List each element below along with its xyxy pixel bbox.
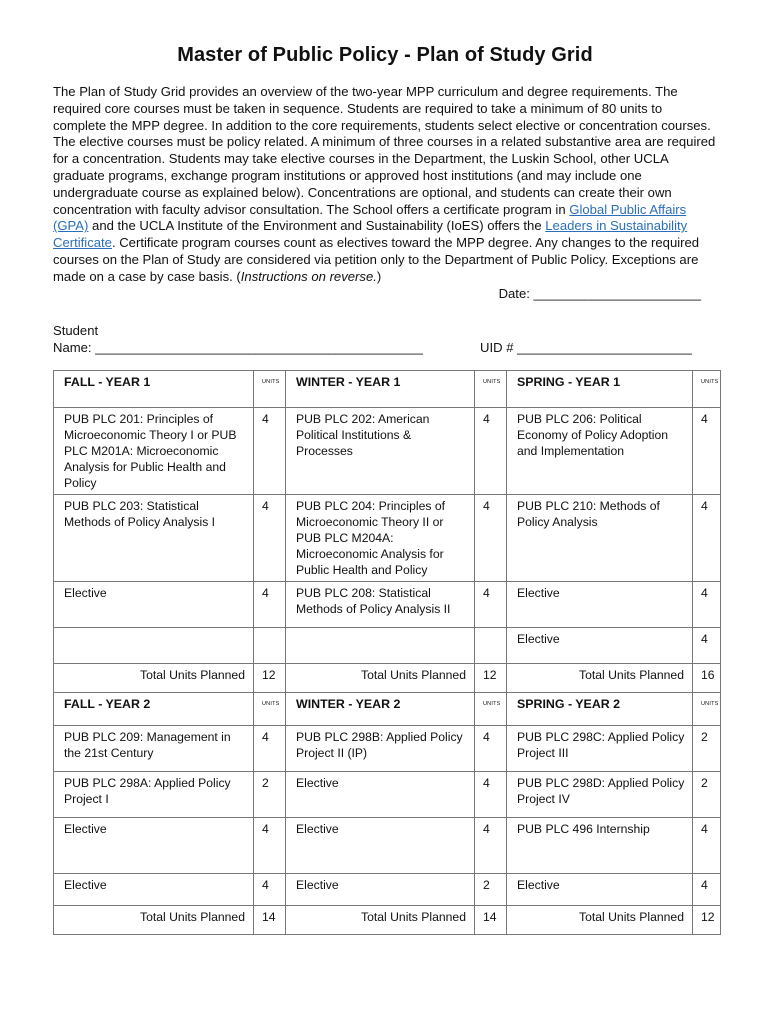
total-units-value: 16	[693, 664, 721, 693]
intro-text-3: . Certificate program courses count as electives toward the MPP degree. Any changes to the required courses on the Plan of Study are considered via petition only to the Department of Public Policy. Exceptions are made on a case by case basis. (	[53, 235, 700, 284]
units-cell[interactable]: 4	[475, 726, 507, 772]
total-units-value: 12	[475, 664, 507, 693]
course-cell[interactable]: PUB PLC 496 Internship	[507, 818, 693, 874]
student-info	[53, 322, 718, 356]
course-cell[interactable]	[286, 628, 475, 664]
course-cell[interactable]: Elective	[286, 772, 475, 818]
units-cell[interactable]: 2	[693, 726, 721, 772]
course-cell[interactable]: PUB PLC 203: Statistical Methods of Policy Analysis I	[54, 495, 254, 582]
units-cell[interactable]: 4	[475, 495, 507, 582]
units-cell[interactable]: 4	[254, 582, 286, 628]
course-cell[interactable]: Elective	[507, 582, 693, 628]
units-cell[interactable]: 4	[475, 408, 507, 495]
course-row	[54, 772, 721, 818]
units-cell[interactable]: 4	[693, 582, 721, 628]
page-title: Master of Public Policy - Plan of Study Grid	[177, 44, 593, 66]
course-cell[interactable]: Elective	[507, 628, 693, 664]
year1-header-row	[54, 371, 721, 408]
units-cell[interactable]: 4	[475, 818, 507, 874]
student-label: Student	[53, 323, 99, 338]
units-cell[interactable]: 4	[475, 772, 507, 818]
course-cell[interactable]: PUB PLC 201: Principles of Microeconomic Theory I or PUB PLC M201A: Microeconomic Analysis for Public Health and Policy	[54, 408, 254, 495]
course-cell[interactable]: Elective	[54, 818, 254, 874]
gpa-link[interactable]: Global Public Affairs (GPA)	[53, 201, 687, 234]
total-units-value: 14	[475, 906, 507, 935]
course-cell[interactable]: Elective	[54, 874, 254, 906]
intro-paragraph	[53, 84, 718, 302]
term-header: FALL - YEAR 2	[54, 693, 254, 726]
course-cell[interactable]: PUB PLC 204: Principles of Microeconomic Theory II or PUB PLC M204A: Microeconomic Analysis for Public Health and Policy	[286, 495, 475, 582]
intro-text-1: The Plan of Study Grid provides an overview of the two-year MPP curriculum and degree requirements. The required core courses must be taken in sequence. Students are required to take a minimum of 80 units to complete the MPP degree. In addition to the core requirements, students select elective or concentration courses. The elective courses must be policy related. A minimum of three courses in a related substantive area are required for a concentration. Students may take elective courses in the Department, the Luskin School, other UCLA graduate programs, exchange program institutions or approved host institutions (and may include one undergraduate course as explained below). Concentrations are optional, and students can create their own concentration with faculty advisor consultation. The School offers a certificate program in	[53, 84, 716, 217]
total-units-label: Total Units Planned	[507, 664, 693, 693]
units-cell[interactable]: 2	[693, 772, 721, 818]
units-cell[interactable]: 2	[475, 874, 507, 906]
units-cell[interactable]: 4	[693, 628, 721, 664]
course-cell[interactable]: PUB PLC 209: Management in the 21st Century	[54, 726, 254, 772]
total-units-value: 12	[254, 664, 286, 693]
term-header: SPRING - YEAR 1	[507, 371, 693, 408]
units-cell[interactable]: 4	[693, 818, 721, 874]
plan-of-study-grid	[53, 370, 721, 935]
units-cell[interactable]: 4	[254, 818, 286, 874]
units-cell[interactable]: 2	[254, 772, 286, 818]
course-row	[54, 582, 721, 628]
units-cell[interactable]	[475, 628, 507, 664]
course-cell[interactable]: PUB PLC 298B: Applied Policy Project II (IP)	[286, 726, 475, 772]
year2-header-row	[54, 693, 721, 726]
course-cell[interactable]: PUB PLC 208: Statistical Methods of Policy Analysis II	[286, 582, 475, 628]
course-cell[interactable]: PUB PLC 298A: Applied Policy Project I	[54, 772, 254, 818]
intro-text-4: )	[376, 268, 382, 284]
course-cell[interactable]: PUB PLC 202: American Political Institutions & Processes	[286, 408, 475, 495]
course-cell[interactable]	[54, 628, 254, 664]
course-row	[54, 495, 721, 582]
units-cell[interactable]: 4	[254, 495, 286, 582]
term-header: WINTER - YEAR 2	[286, 693, 475, 726]
units-cell[interactable]: 4	[254, 874, 286, 906]
units-header: UNITS	[254, 371, 286, 408]
course-row	[54, 408, 721, 495]
total-units-value: 14	[254, 906, 286, 935]
total-units-label: Total Units Planned	[286, 664, 475, 693]
course-row	[54, 874, 721, 906]
course-cell[interactable]: Elective	[286, 874, 475, 906]
uid-field[interactable]: UID # ________________________	[480, 340, 692, 355]
total-units-label: Total Units Planned	[507, 906, 693, 935]
course-row	[54, 818, 721, 874]
total-units-value: 12	[693, 906, 721, 935]
units-cell[interactable]: 4	[475, 582, 507, 628]
course-cell[interactable]: Elective	[54, 582, 254, 628]
course-cell[interactable]: PUB PLC 298D: Applied Policy Project IV	[507, 772, 693, 818]
term-header: WINTER - YEAR 1	[286, 371, 475, 408]
year1-total-row	[54, 664, 721, 693]
course-row	[54, 726, 721, 772]
sustainability-certificate-link[interactable]: Leaders in Sustainability Certificate	[53, 218, 688, 251]
date-label: Date: _______________________	[498, 285, 701, 301]
total-units-label: Total Units Planned	[54, 664, 254, 693]
course-cell[interactable]: PUB PLC 298C: Applied Policy Project III	[507, 726, 693, 772]
course-cell[interactable]: PUB PLC 210: Methods of Policy Analysis	[507, 495, 693, 582]
units-cell[interactable]: 4	[693, 874, 721, 906]
total-units-label: Total Units Planned	[286, 906, 475, 935]
intro-text-2: and the UCLA Institute of the Environment and Sustainability (IoES) offers the	[88, 218, 546, 234]
instructions-note: Instructions on reverse.	[240, 268, 377, 284]
term-header: SPRING - YEAR 2	[507, 693, 693, 726]
units-cell[interactable]: 4	[254, 408, 286, 495]
student-name-field[interactable]: Name: _____________________________________________	[53, 340, 423, 355]
date-field[interactable]	[53, 286, 718, 303]
units-header: UNITS	[693, 693, 721, 726]
units-header: UNITS	[693, 371, 721, 408]
course-cell[interactable]: Elective	[286, 818, 475, 874]
units-header: UNITS	[475, 693, 507, 726]
units-cell[interactable]	[254, 628, 286, 664]
units-cell[interactable]: 4	[693, 495, 721, 582]
total-units-label: Total Units Planned	[54, 906, 254, 935]
units-cell[interactable]: 4	[254, 726, 286, 772]
course-row	[54, 628, 721, 664]
units-header: UNITS	[475, 371, 507, 408]
units-cell[interactable]: 4	[693, 408, 721, 495]
course-cell[interactable]: Elective	[507, 874, 693, 906]
units-header: UNITS	[254, 693, 286, 726]
year2-total-row	[54, 906, 721, 935]
term-header: FALL - YEAR 1	[54, 371, 254, 408]
course-cell[interactable]: PUB PLC 206: Political Economy of Policy Adoption and Implementation	[507, 408, 693, 495]
